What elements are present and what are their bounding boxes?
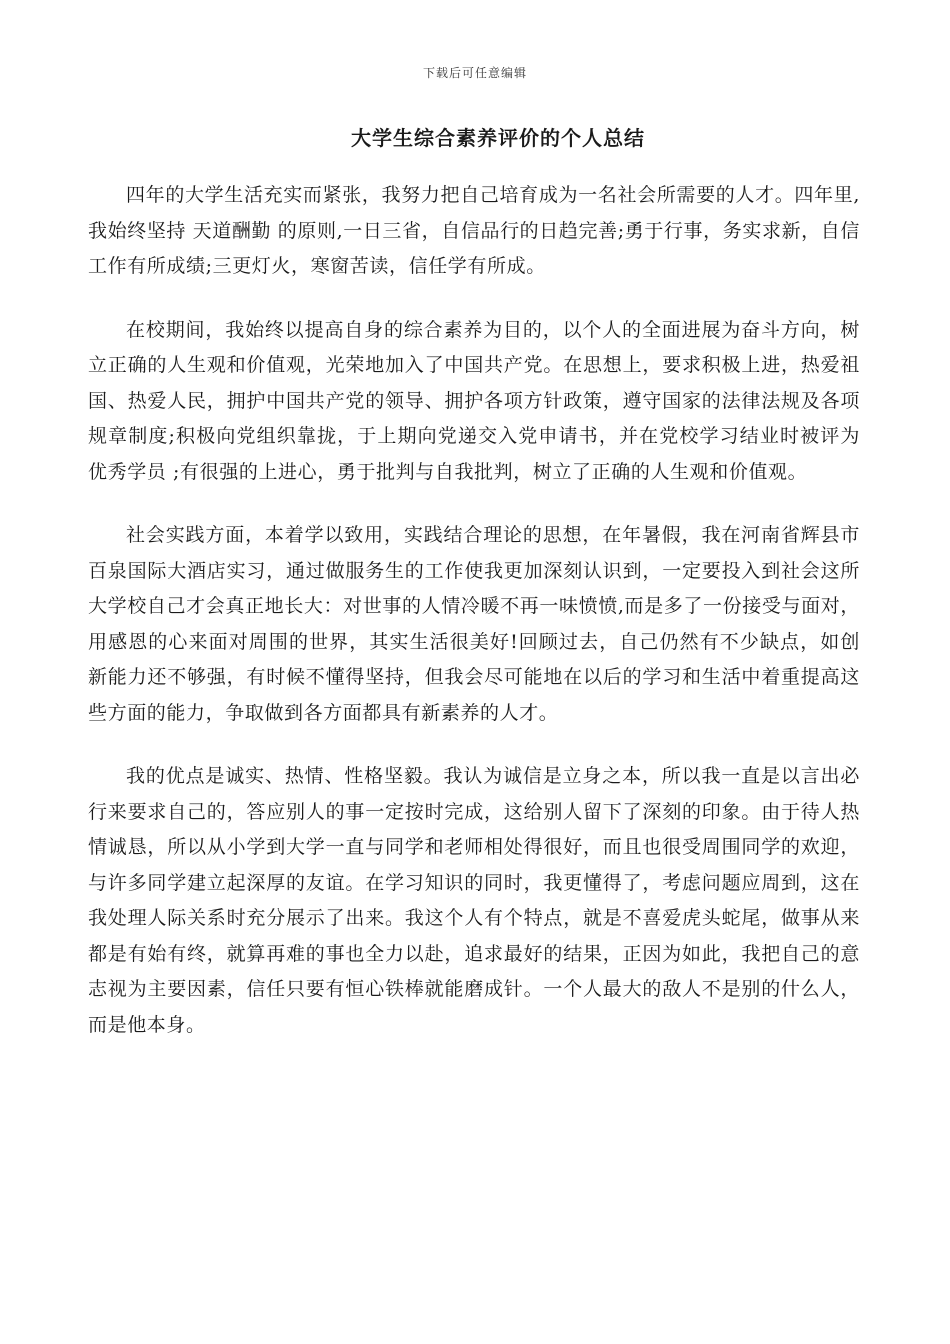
paragraph-1: 四年的大学生活充实而紧张，我努力把自己培育成为一名社会所需要的人才。四年里,我始终坚持 天道酬勤 的原则,一日三省，自信品行的日趋完善;勇于行事，务实求新，自信工作有所成绩;三更灯火，寒窗苦读，信任学有所成。 bbox=[88, 184, 860, 277]
header-note: 下载后可任意编辑 bbox=[422, 66, 527, 80]
paragraph-2: 在校期间，我始终以提高自身的综合素养为目的，以个人的全面进展为奋斗方向，树立正确的人生观和价值观，光荣地加入了中国共产党。在思想上，要求积极上进，热爱祖国、热爱人民，拥护中国共产党的领导、拥护各项方针政策，遵守国家的法律法规及各项规章制度;积极向党组织靠拢，于上期向党递交入党申请书，并在党校学习结业时被评为 优秀学员 ;有很强的上进心，勇于批判与自我批判，树立了正确的人生观和价值观。 bbox=[88, 318, 860, 483]
paragraph-3: 社会实践方面，本着学以致用，实践结合理论的思想，在年暑假，我在河南省辉县市百泉国际大酒店实习，通过做服务生的工作使我更加深刻认识到，一定要投入到社会这所大学校自己才会真正地长大：对世事的人情冷暖不再一味愤愤,而是多了一份接受与面对，用感恩的心来面对周围的世界，其实生活很美好!回顾过去，自己仍然有不少缺点，如创新能力还不够强，有时候不懂得坚持，但我会尽可能地在以后的学习和生活中着重提高这些方面的能力，争取做到各方面都具有新素养的人才。 bbox=[88, 524, 860, 724]
document-body bbox=[88, 178, 860, 1071]
paragraph-4: 我的优点是诚实、热情、性格坚毅。我认为诚信是立身之本，所以我一直是以言出必行来要求自己的，答应别人的事一定按时完成，这给别人留下了深刻的印象。由于待人热情诚恳，所以从小学到大学一直与同学和老师相处得很好，而且也很受周围同学的欢迎，与许多同学建立起深厚的友谊。在学习知识的同时，我更懂得了，考虑问题应周到，这在我处理人际关系时充分展示了出来。我这个人有个特点，就是不喜爱虎头蛇尾，做事从来都是有始有终，就算再难的事也全力以赴，追求最好的结果，正因为如此，我把自己的意志视为主要因素，信任只要有恒心铁棒就能磨成针。一个人最大的敌人不是别的什么人，而是他本身。 bbox=[88, 765, 860, 1036]
document-title: 大学生综合素养评价的个人总结 bbox=[351, 126, 645, 150]
